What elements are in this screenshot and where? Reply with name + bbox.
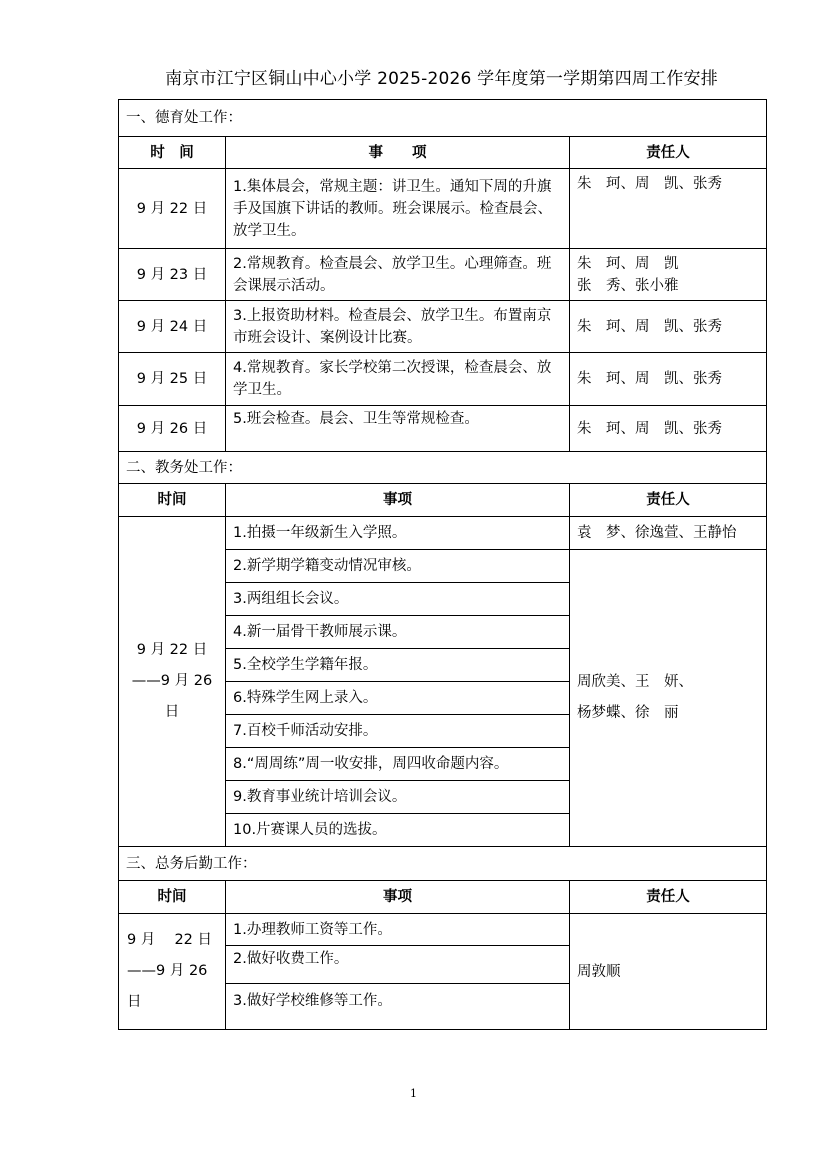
owner-cell: 朱 珂、周 凯、张秀 — [570, 301, 767, 353]
owner-cell: 袁 梦、徐逸萱、王静怡 — [570, 517, 767, 550]
table-row — [119, 169, 767, 249]
task-cell: 6.特殊学生网上录入。 — [226, 682, 570, 715]
task-cell: 3.做好学校维修等工作。 — [226, 984, 570, 1030]
owner-cell — [570, 550, 767, 847]
owner-line: 周欣美、王 妍、 — [577, 674, 693, 690]
section-heading-moral: 一、德育处工作： — [119, 100, 767, 137]
section-heading-logistics: 三、总务后勤工作： — [119, 847, 767, 881]
header-row — [119, 484, 767, 517]
task-cell: 4.新一届骨干教师展示课。 — [226, 616, 570, 649]
task-cell: 1.拍摄一年级新生入学照。 — [226, 517, 570, 550]
task-cell: 3.上报资助材料。检查晨会、放学卫生。布置南京市班会设计、案例设计比赛。 — [226, 301, 570, 353]
time-cell: 9 月 24 日 — [119, 301, 226, 353]
time-cell: 9 月 25 日 — [119, 353, 226, 406]
owner-line: 杨梦蝶、徐 丽 — [577, 705, 679, 721]
time-cell: 9 月 22 日——9 月 26 日 — [119, 914, 226, 1030]
page-title: 南京市江宁区铜山中心小学 2025-2026 学年度第一学期第四周工作安排 — [165, 69, 718, 89]
time-cell: 9 月 23 日 — [119, 249, 226, 301]
owner-cell: 朱 珂、周 凯、张秀 — [570, 406, 767, 452]
header-row — [119, 137, 767, 169]
table-row — [119, 914, 767, 946]
section-row — [119, 100, 767, 137]
section-heading-academic: 二、教务处工作： — [119, 452, 767, 484]
table-row — [119, 353, 767, 406]
col-time-header: 时间 — [119, 881, 226, 914]
task-cell: 2.做好收费工作。 — [226, 946, 570, 984]
col-time-header: 时间 — [119, 484, 226, 517]
owner-cell: 朱 珂、周 凯、张秀 — [570, 169, 767, 249]
task-cell: 4.常规教育。家长学校第二次授课，检查晨会、放学卫生。 — [226, 353, 570, 406]
col-owner-header: 责任人 — [570, 484, 767, 517]
table-row — [119, 517, 767, 550]
task-cell: 7.百校千师活动安排。 — [226, 715, 570, 748]
header-row — [119, 881, 767, 914]
time-cell: 9 月 26 日 — [119, 406, 226, 452]
task-cell: 1.集体晨会，常规主题：讲卫生。通知下周的升旗手及国旗下讲话的教师。班会课展示。检查晨会、放学卫生。 — [226, 169, 570, 249]
owner-cell: 周敦顺 — [570, 914, 767, 1030]
page-number: 1 — [410, 1087, 417, 1100]
table-row — [119, 406, 767, 452]
task-cell: 8.“周周练”周一收安排，周四收命题内容。 — [226, 748, 570, 781]
table-row — [119, 301, 767, 353]
schedule-table — [118, 99, 767, 1030]
task-cell: 1.办理教师工资等工作。 — [226, 914, 570, 946]
section-row — [119, 847, 767, 881]
col-owner-header: 责任人 — [570, 137, 767, 169]
col-task-header: 事项 — [226, 881, 570, 914]
task-cell: 5.班会检查。晨会、卫生等常规检查。 — [226, 406, 570, 452]
col-time-header: 时 间 — [119, 137, 226, 169]
col-task-header: 事 项 — [226, 137, 570, 169]
table-row — [119, 249, 767, 301]
owner-cell — [570, 249, 767, 301]
col-task-header: 事项 — [226, 484, 570, 517]
owner-line: 张 秀、张小雅 — [577, 277, 679, 294]
task-cell: 2.常规教育。检查晨会、放学卫生。心理筛查。班会课展示活动。 — [226, 249, 570, 301]
owner-cell: 朱 珂、周 凯、张秀 — [570, 353, 767, 406]
task-cell: 3.两组组长会议。 — [226, 583, 570, 616]
time-cell: 9 月 22 日 — [119, 169, 226, 249]
task-cell: 9.教育事业统计培训会议。 — [226, 781, 570, 814]
time-cell: 9 月 22 日——9 月 26 日 — [119, 517, 226, 847]
owner-line: 朱 珂、周 凯 — [577, 255, 679, 272]
section-row — [119, 452, 767, 484]
task-cell: 5.全校学生学籍年报。 — [226, 649, 570, 682]
task-cell: 2.新学期学籍变动情况审核。 — [226, 550, 570, 583]
task-cell: 10.片赛课人员的选拔。 — [226, 814, 570, 847]
col-owner-header: 责任人 — [570, 881, 767, 914]
